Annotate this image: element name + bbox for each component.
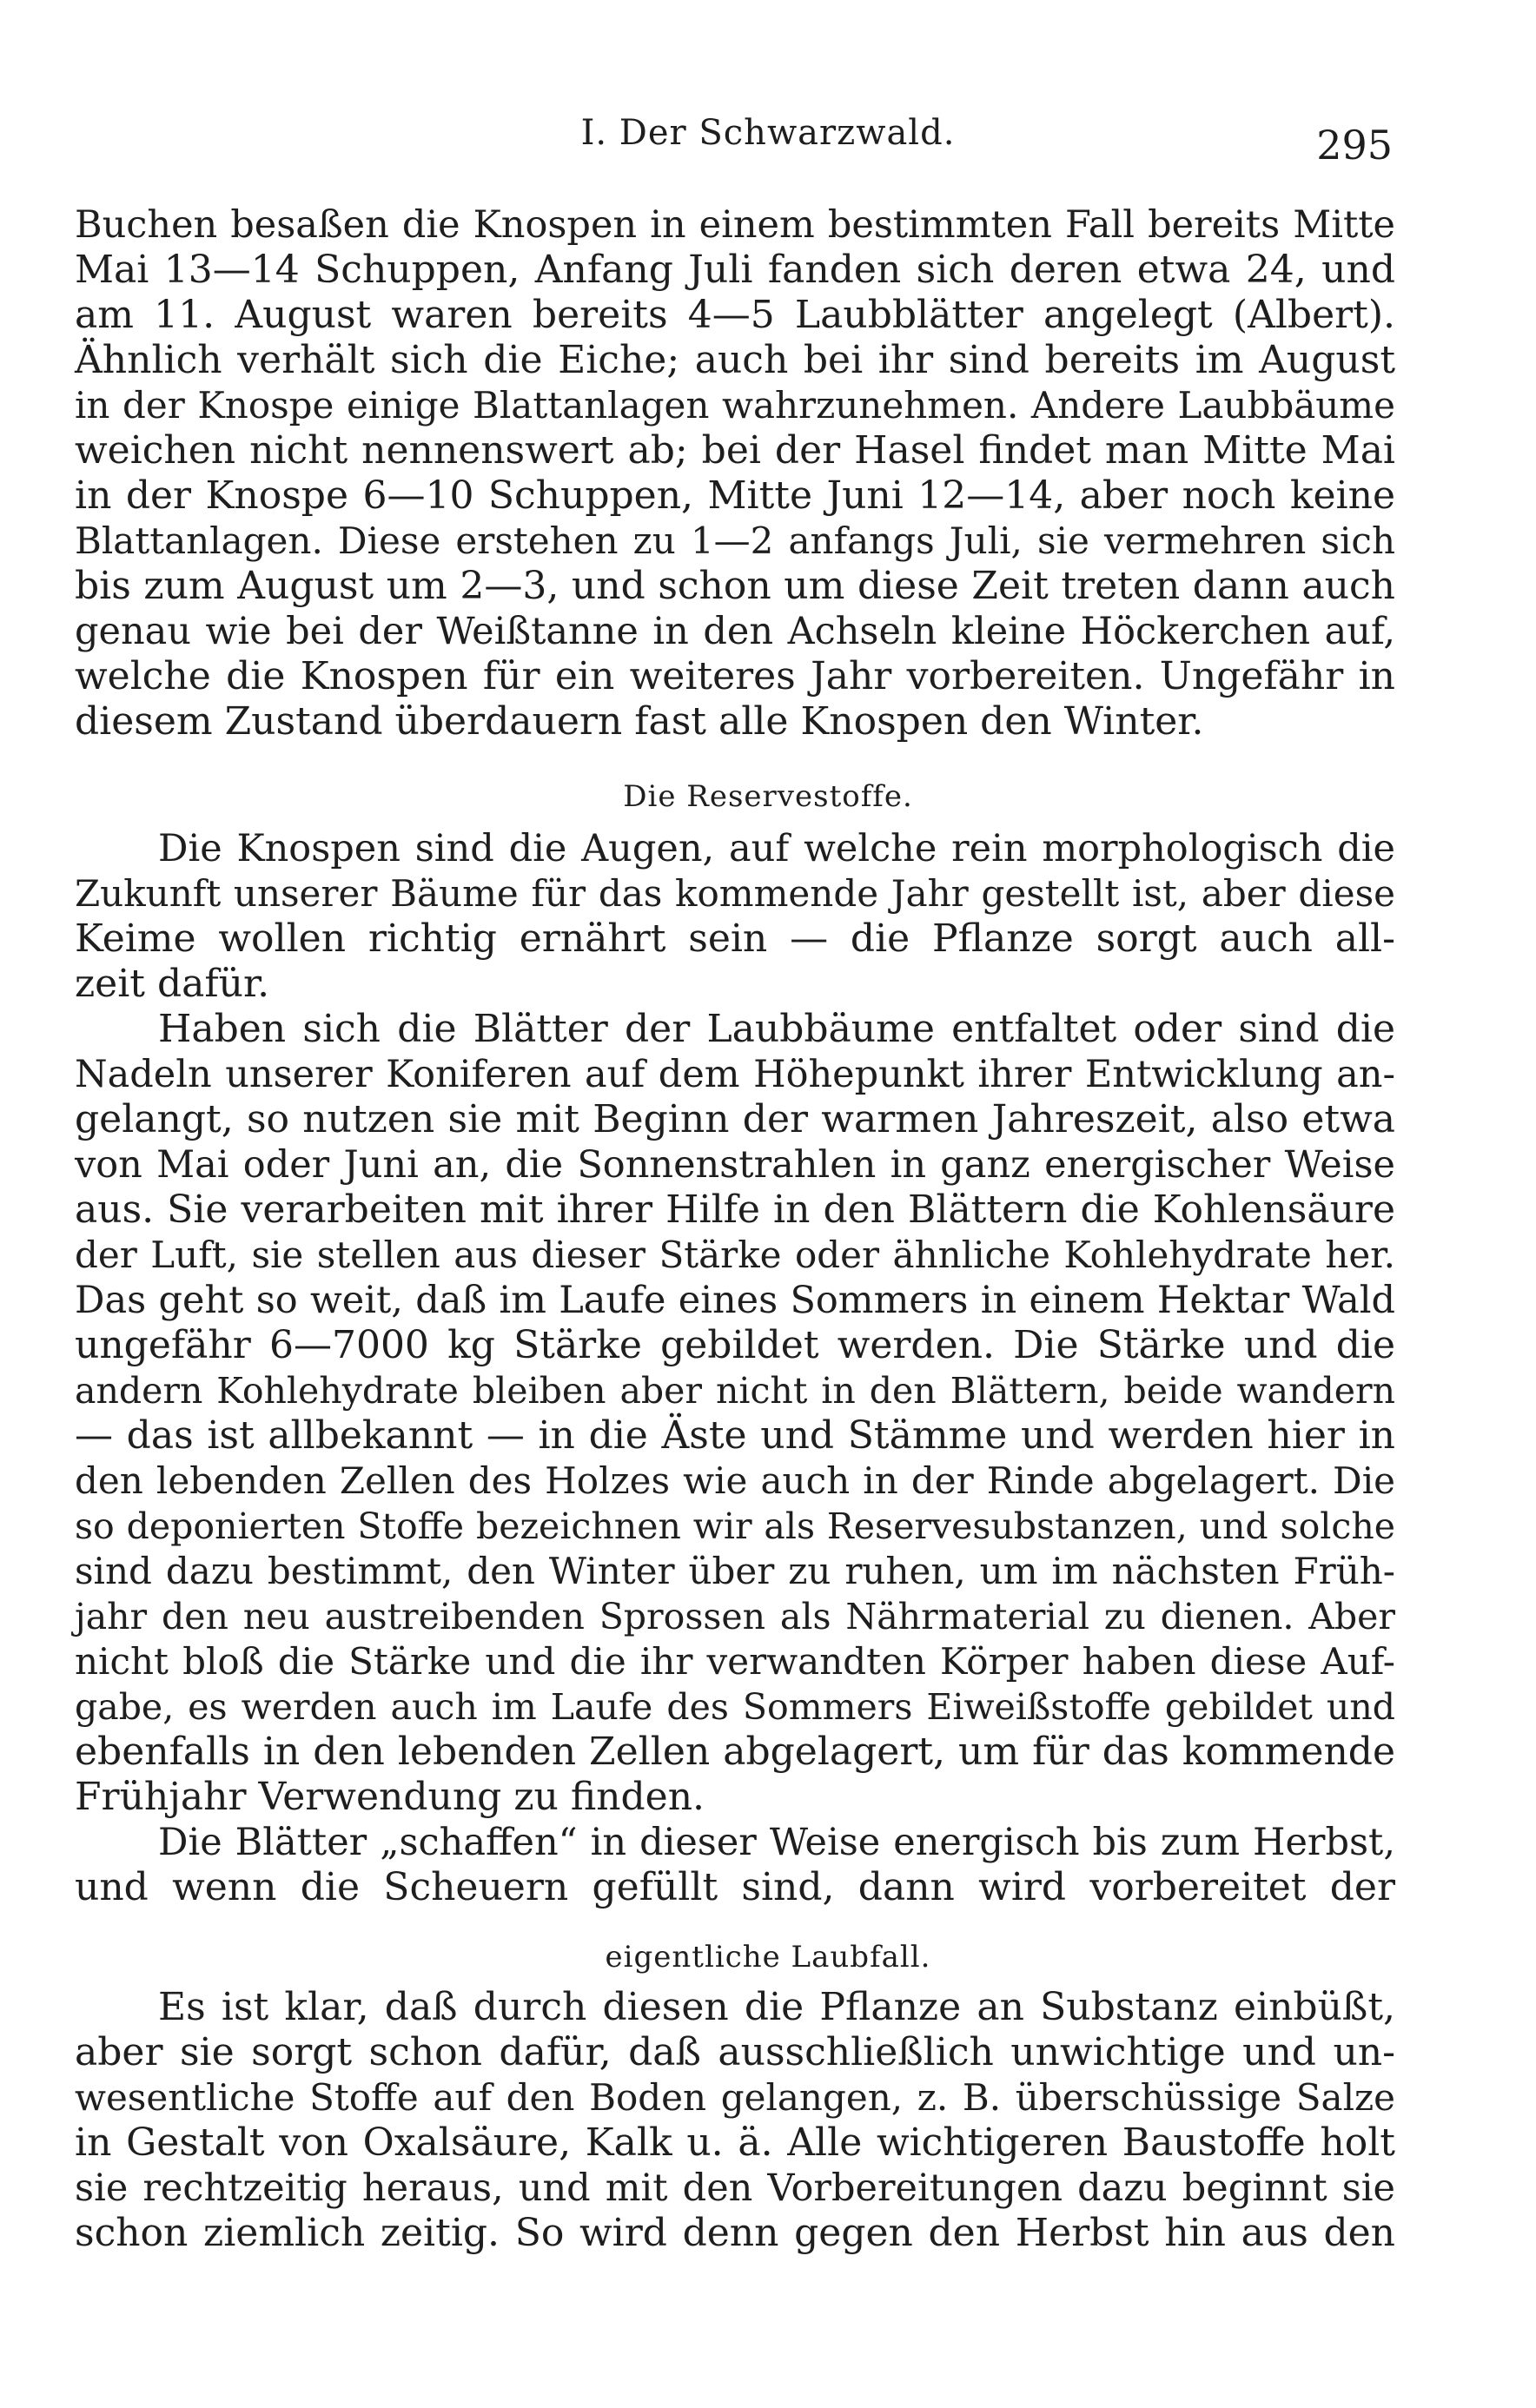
text-line: Frühjahr Verwendung zu finden.: [75, 1775, 705, 1819]
text-line: Blattanlagen. Diese erstehen zu 1—2 anfangs Juli, sie vermehren sich: [75, 519, 1395, 562]
text-line: in der Knospe einige Blattanlagen wahrzunehmen. Andere Laubbäume: [75, 384, 1395, 427]
text-line: aus. Sie verarbeiten mit ihrer Hilfe in den Blättern die Kohlensäure: [75, 1187, 1395, 1232]
section-heading-reservestoffe: Die Reservestoffe.: [623, 779, 913, 814]
page-number: 295: [1316, 122, 1393, 169]
text-line: bis zum August um 2—3, und schon um diese Zeit treten dann auch: [75, 564, 1395, 608]
text-line: sind dazu bestimmt, den Winter über zu ruhen, um im nächsten Früh-: [75, 1550, 1395, 1592]
text-line: von Mai oder Juni an, die Sonnenstrahlen in ganz energischer Weise: [75, 1143, 1395, 1187]
text-line: gelangt, so nutzen sie mit Beginn der warmen Jahreszeit, also etwa: [75, 1097, 1395, 1141]
text-line: ebenfalls in den lebenden Zellen abgelagert, um für das kommende: [75, 1730, 1395, 1774]
text-line: gabe, es werden auch im Laufe des Sommers Eiweißstoffe gebildet und: [75, 1686, 1395, 1728]
text-line: wesentliche Stoffe auf den Boden gelangen, z. B. überschüssige Salze: [75, 2076, 1395, 2119]
text-line: aber sie sorgt schon dafür, daß ausschließlich unwichtige und un-: [75, 2030, 1395, 2074]
text-line: schon ziemlich zeitig. So wird denn gegen den Herbst hin aus den: [75, 2211, 1395, 2255]
running-title: I. Der Schwarzwald.: [580, 113, 956, 153]
text-line: nicht bloß die Stärke und die ihr verwandten Körper haben diese Auf-: [75, 1640, 1395, 1683]
text-line: Haben sich die Blätter der Laubbäume entfaltet oder sind die: [158, 1007, 1395, 1051]
text-line: welche die Knospen für ein weiteres Jahr vorbereiten. Ungefähr in: [75, 654, 1395, 698]
text-line: ungefähr 6—7000 kg Stärke gebildet werden. Die Stärke und die: [75, 1323, 1395, 1367]
text-line: — das ist allbekannt — in die Äste und Stämme und werden hier in: [75, 1413, 1395, 1458]
section-heading-laubfall: eigentliche Laubfall.: [605, 1940, 931, 1975]
text-line: Die Blätter „schaffen“ in dieser Weise energisch bis zum Herbst,: [158, 1821, 1395, 1864]
text-line: am 11. August waren bereits 4—5 Laubblätter angelegt (Albert).: [75, 293, 1395, 337]
text-line: und wenn die Scheuern gefüllt sind, dann wird vorbereitet der: [75, 1865, 1395, 1909]
text-line: andern Kohlehydrate bleiben aber nicht in den Blättern, beide wandern: [75, 1370, 1395, 1412]
text-line: weichen nicht nennenswert ab; bei der Hasel findet man Mitte Mai: [75, 428, 1395, 473]
text-line: diesem Zustand überdauern fast alle Knospen den Winter.: [75, 699, 1204, 744]
text-line: Das geht so weit, daß im Laufe eines Sommers in einem Hektar Wald: [75, 1279, 1395, 1322]
page-header: [0, 113, 1536, 169]
paragraph-leaf-fall: [75, 1985, 1395, 2256]
text-line: den lebenden Zellen des Holzes wie auch in der Rinde abgelagert. Die: [75, 1459, 1395, 1502]
paragraph-reserve-substances: [75, 826, 1395, 1910]
text-line: Buchen besaßen die Knospen in einem bestimmten Fall bereits Mitte: [75, 203, 1395, 247]
text-line: Die Knospen sind die Augen, auf welche rein morphologisch die: [158, 827, 1395, 870]
text-line: Keime wollen richtig ernährt sein — die Pflanze sorgt auch all-: [75, 916, 1395, 961]
text-line: sie rechtzeitig heraus, und mit den Vorbereitungen dazu beginnt sie: [75, 2167, 1395, 2210]
paragraph-buds: [75, 202, 1395, 744]
text-line: jahr den neu austreibenden Sprossen als Nährmaterial zu dienen. Aber: [75, 1596, 1395, 1637]
text-line: Nadeln unserer Koniferen auf dem Höhepunkt ihrer Entwicklung an-: [75, 1053, 1395, 1096]
text-line: der Luft, sie stellen aus dieser Stärke oder ähnliche Kohlehydrate her.: [75, 1234, 1395, 1276]
text-line: Zukunft unserer Bäume für das kommende Jahr gestellt ist, aber diese: [75, 872, 1395, 915]
text-line: in Gestalt von Oxalsäure, Kalk u. ä. Alle wichtigeren Baustoffe holt: [75, 2120, 1395, 2165]
text-line: so deponierten Stoffe bezeichnen wir als Reservesubstanzen, und solche: [75, 1505, 1395, 1547]
text-line: Es ist klar, daß durch diesen die Pflanze an Substanz einbüßt,: [158, 1985, 1395, 2029]
text-line: genau wie bei der Weißtanne in den Achseln kleine Höckerchen auf,: [75, 610, 1395, 653]
text-line: in der Knospe 6—10 Schuppen, Mitte Juni 12—14, aber noch keine: [75, 473, 1395, 518]
text-line: Mai 13—14 Schuppen, Anfang Juli fanden sich deren etwa 24, und: [75, 248, 1395, 292]
text-line: Ähnlich verhält sich die Eiche; auch bei ihr sind bereits im August: [75, 338, 1395, 382]
text-line: zeit dafür.: [75, 962, 270, 1006]
